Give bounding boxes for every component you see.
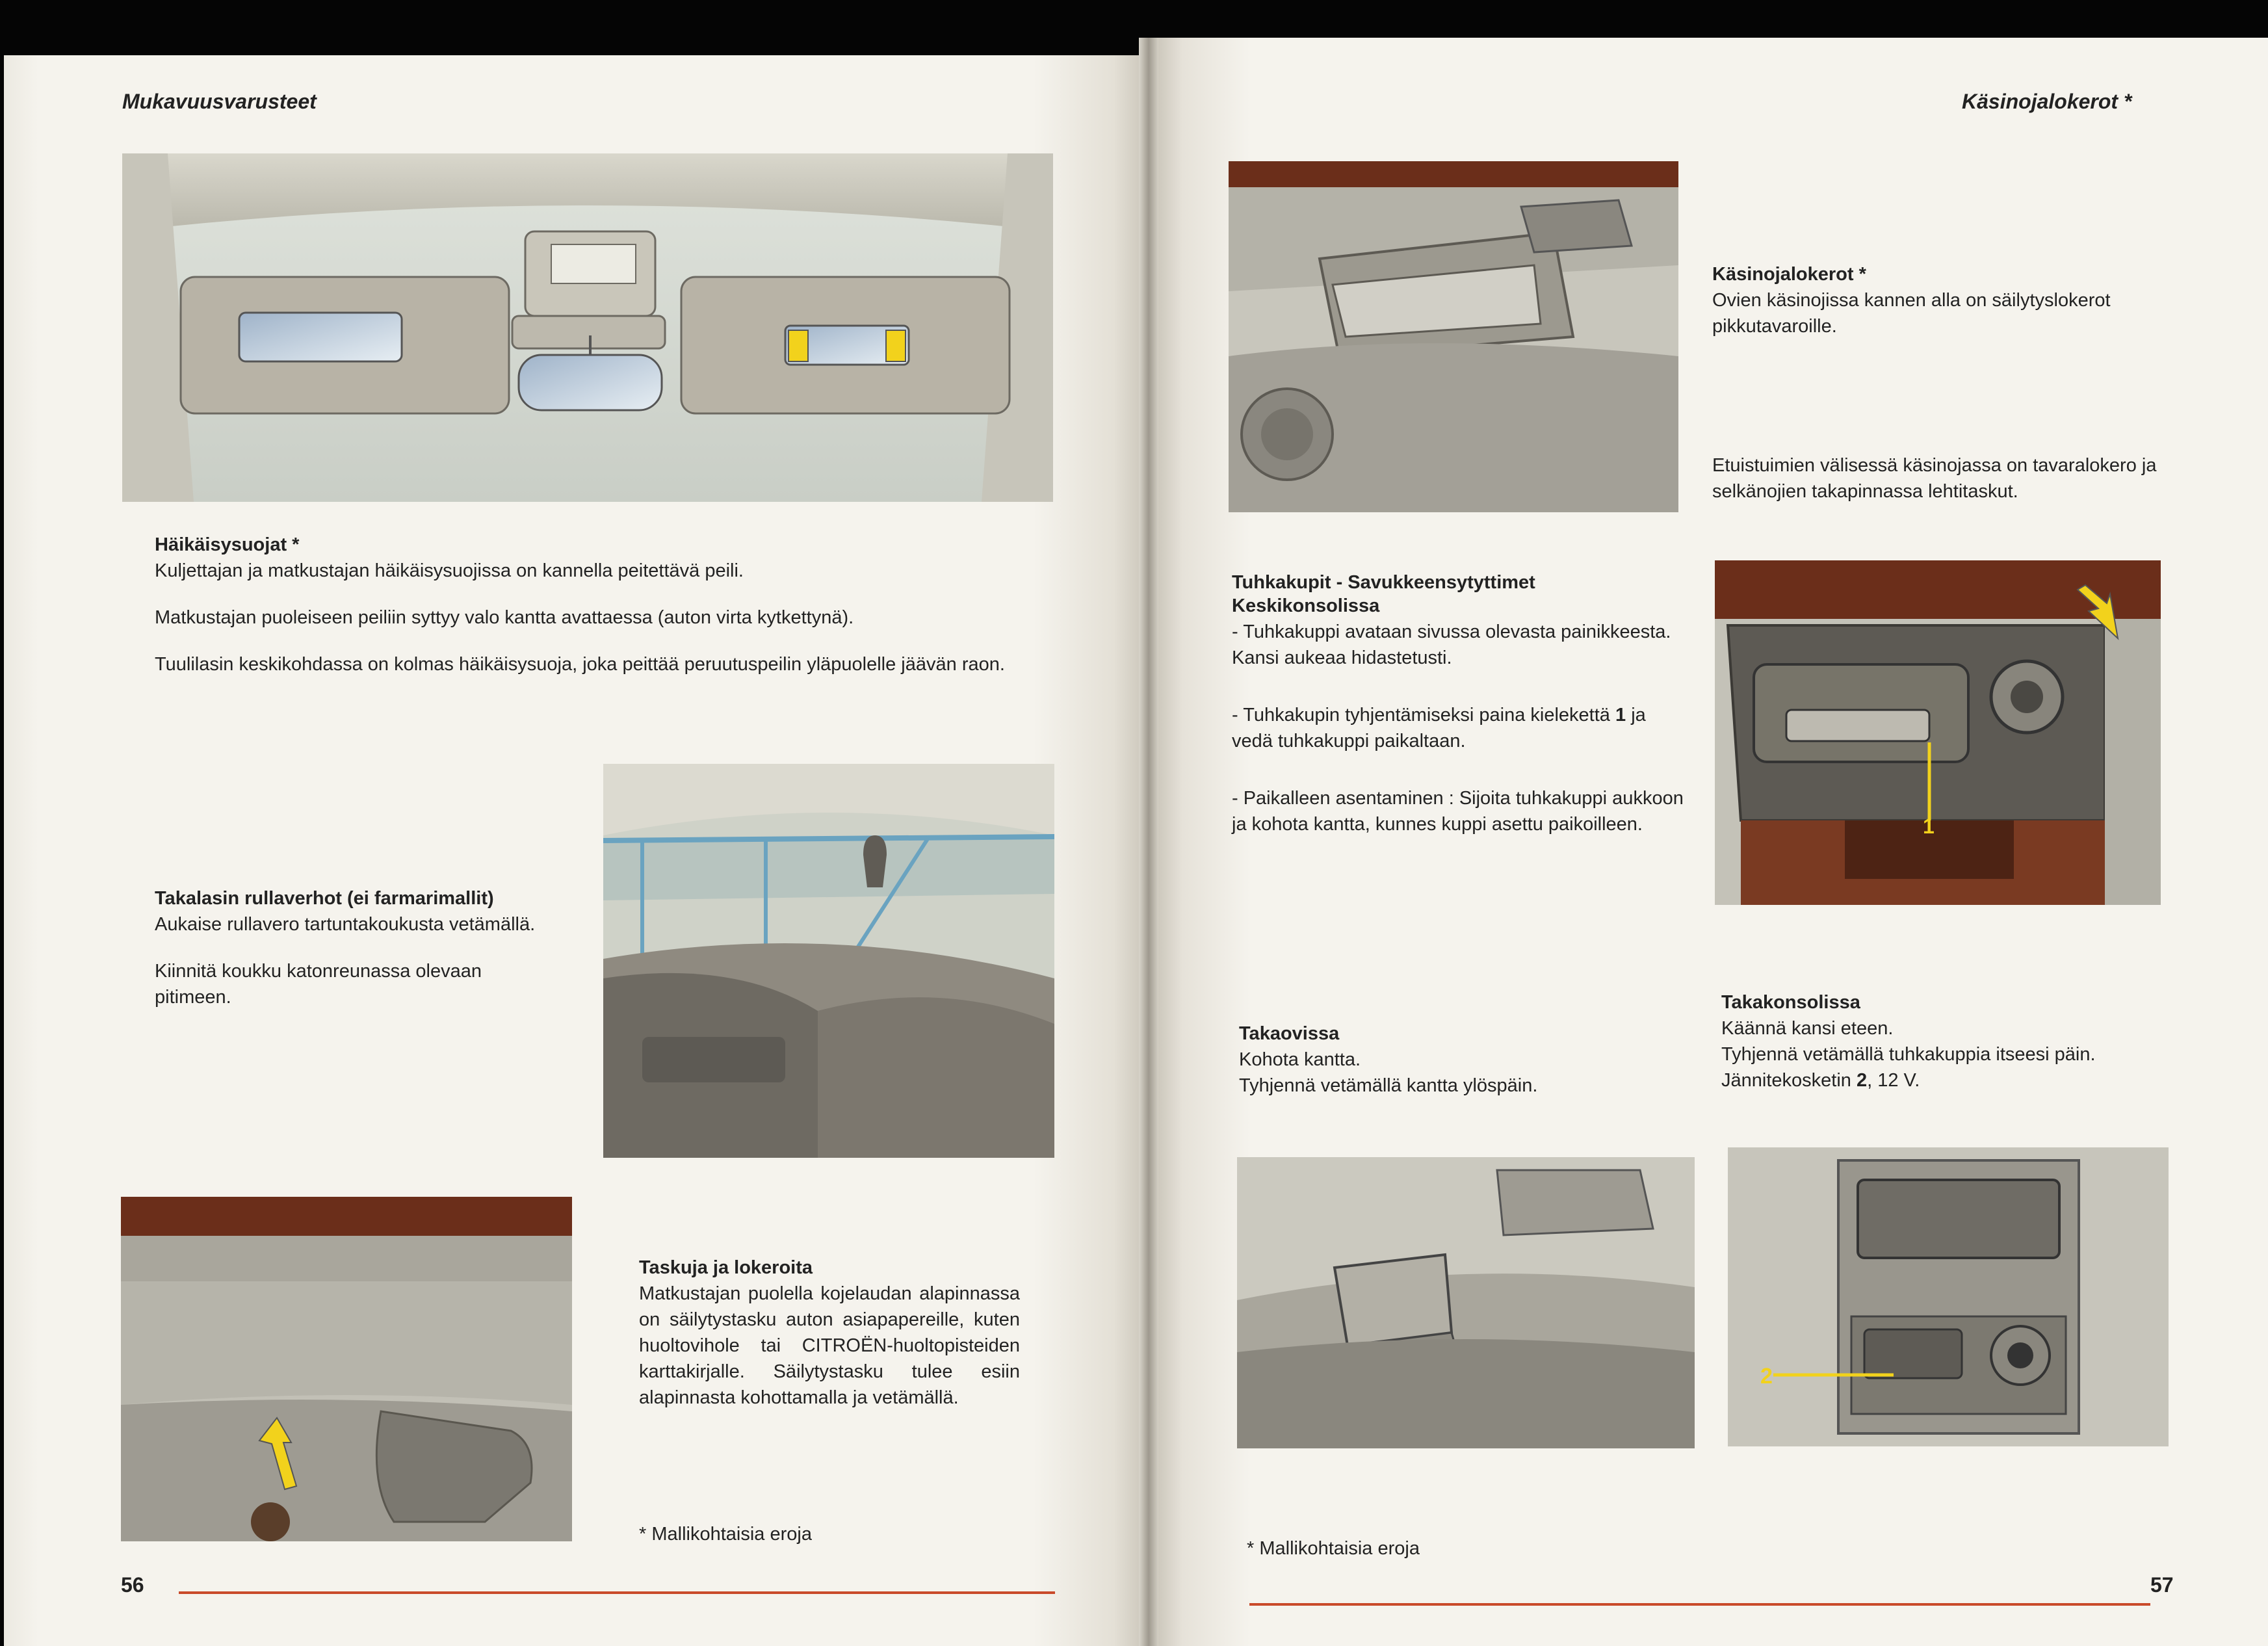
rearconsole-section <box>1721 989 2189 1093</box>
blinds-title: Takalasin rullaverhot (ei farmarimallit) <box>155 888 494 909</box>
ashtray-item: - Paikalleen asentaminen : Sijoita tuhkakuppi aukkoon ja kohota kantta, kunnes kuppi asettu paikoilleen. <box>1232 788 1684 835</box>
armrest-paragraph: Ovien käsinojissa kannen alla on säilytyslokerot pikkutavaroille. <box>1712 290 2111 337</box>
rear-blind-illustration <box>603 764 1054 1158</box>
sunvisors-paragraph: Kuljettajan ja matkustajan häikäisysuojissa on kannella peitettävä peili. <box>155 560 744 581</box>
sunvisors-paragraph: Tuulilasin keskikohdassa on kolmas häikäisysuoja, joka peittää peruutuspeilin yläpuolelle jäävän raon. <box>155 654 1005 675</box>
dashboard-pocket-illustration <box>121 1197 572 1541</box>
rear-console-illustration <box>1728 1147 2169 1446</box>
reardoors-title: Takaovissa <box>1239 1023 1340 1044</box>
ashtray-item: - Tuhkakupin tyhjentämiseksi paina kielekettä <box>1232 705 1610 725</box>
left-footnote: * Mallikohtaisia eroja <box>639 1524 812 1545</box>
ashtray-item: ja vedä tuhkakuppi paikaltaan. <box>1232 705 1646 751</box>
blinds-paragraph: Aukaise rullavero tartuntakoukusta vetämällä. <box>155 914 536 935</box>
right-header-title: Käsinojalokerot <box>1962 90 2118 113</box>
sunvisors-title: Häikäisysuojat <box>155 534 287 555</box>
footnote-star: * <box>2123 90 2132 113</box>
pockets-section <box>639 1255 1020 1411</box>
pockets-paragraph: Matkustajan puolella kojelaudan alapinnassa on säilytystasku auton asiapapereille, kuten huoltovihole tai CITROËN-huoltopisteiden karttakirjalle. Säilytystasku tulee esiin alapinnasta kohottamalla ja vetämällä. <box>639 1283 1020 1408</box>
callout-1-label: 1 <box>1923 815 1935 838</box>
blinds-section <box>155 885 538 1010</box>
left-page-number: 56 <box>121 1573 144 1597</box>
armrest-paragraph-2: Etuistuimien välisessä käsinojassa on tavaralokero ja selkänojien takapinnassa lehtitaskut. <box>1712 455 2157 502</box>
pockets-title: Taskuja ja lokeroita <box>639 1257 813 1278</box>
reardoor-ashtray-illustration <box>1237 1157 1695 1448</box>
right-footnote: * Mallikohtaisia eroja <box>1247 1538 1420 1559</box>
console-ashtray-illustration <box>1715 560 2161 905</box>
ashtray-item: - Tuhkakuppi avataan sivussa olevasta painikkeesta. Kansi aukeaa hidastetusti. <box>1232 621 1671 668</box>
rearconsole-line: Käännä kansi eteen. <box>1721 1018 1894 1039</box>
callout-2-label: 2 <box>1760 1364 1773 1389</box>
rearconsole-line: Jännitekosketin <box>1721 1070 1851 1091</box>
armrest-title: Käsinojalokerot <box>1712 264 1854 285</box>
footnote-star: * <box>1858 264 1866 285</box>
reardoors-section <box>1239 1021 1655 1099</box>
sunvisors-paragraph: Matkustajan puoleiseen peiliin syttyy valo kantta avattaessa (auton virta kytkettynä). <box>155 607 854 628</box>
callout-number: 1 <box>1615 705 1626 725</box>
book-gutter <box>1139 38 1158 1646</box>
rearconsole-title: Takakonsolissa <box>1721 992 1860 1013</box>
ashtray-section <box>1232 569 1687 837</box>
reardoors-line: Tyhjennä vetämällä kantta ylöspäin. <box>1239 1075 1538 1096</box>
ashtray-title: Tuhkakupit - Savukkeensytyttimet <box>1232 572 1535 593</box>
footnote-star: * <box>292 534 300 555</box>
sunvisor-illustration <box>122 153 1053 502</box>
right-footer-rule <box>1249 1603 2150 1606</box>
ashtray-subtitle: Keskikonsolissa <box>1232 595 1380 616</box>
reardoors-line: Kohota kantta. <box>1239 1049 1361 1070</box>
left-page-header: Mukavuusvarusteet <box>122 90 317 113</box>
armrest-illustration <box>1229 161 1678 512</box>
blinds-paragraph: Kiinnitä koukku katonreunassa olevaan pitimeen. <box>155 961 482 1008</box>
right-page-number: 57 <box>2150 1573 2174 1597</box>
callout-number: 2 <box>1856 1070 1868 1091</box>
left-footer-rule <box>179 1591 1055 1594</box>
rearconsole-line: , 12 V. <box>1867 1070 1920 1091</box>
armrest-section <box>1712 261 2167 339</box>
sunvisors-section <box>155 532 1065 677</box>
rearconsole-line: Tyhjennä vetämällä tuhkakuppia itseesi päin. <box>1721 1044 2096 1065</box>
right-page-header <box>1962 90 2131 114</box>
